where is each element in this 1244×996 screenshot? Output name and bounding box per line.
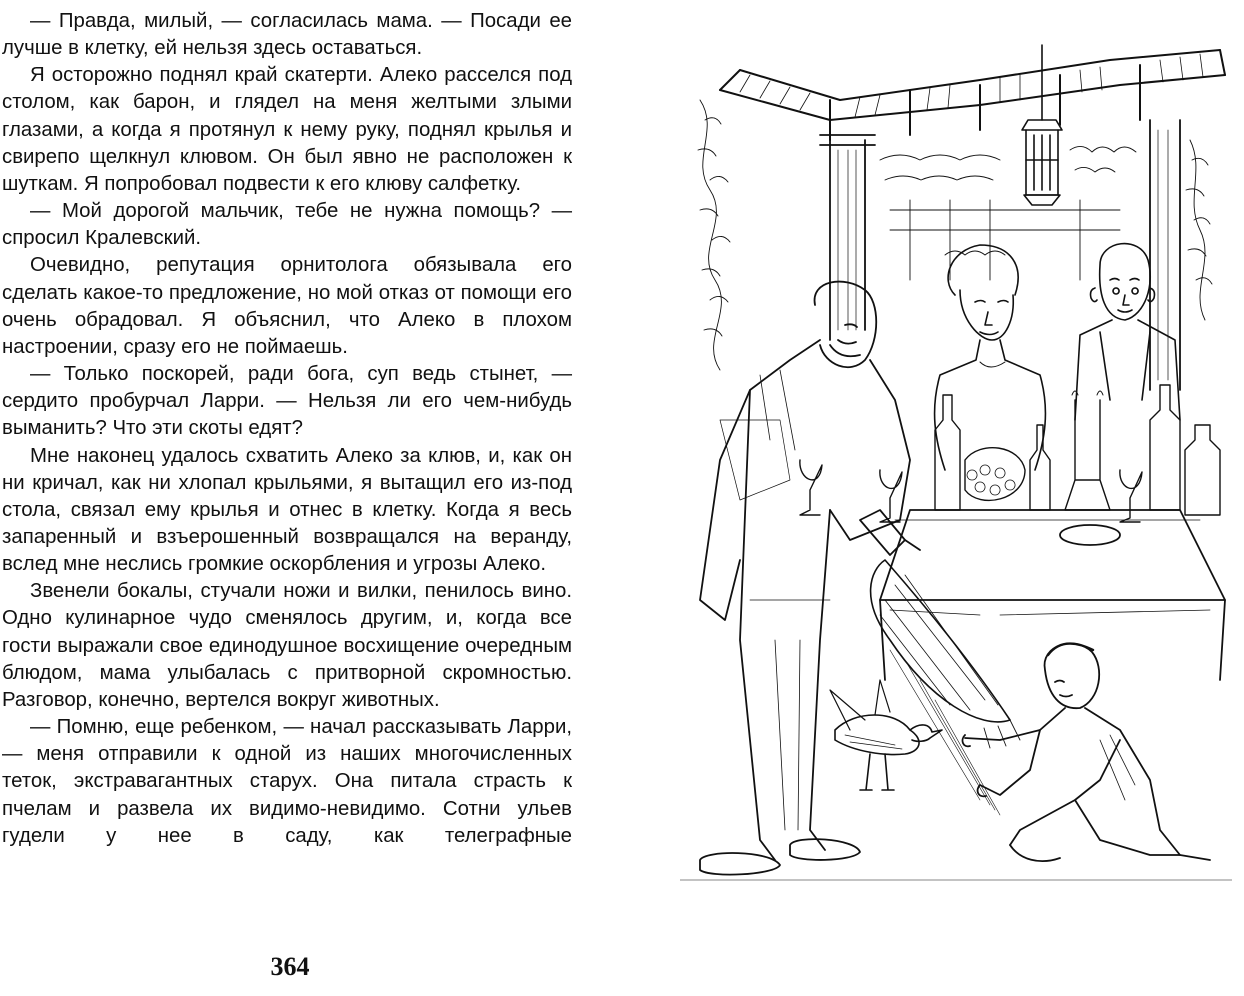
tablecloth (871, 560, 1020, 748)
floor-hatching (680, 650, 1232, 880)
paragraph-4: Очевидно, репутация орнитолога обязывала его сделать какое-то предложение, но мой отказ от помощи его очень обрадовал. Я объяснил, что Алеко в плохом настроении, сразу его не поймаешь. (2, 254, 572, 358)
paragraph-2: Я осторожно поднял край скатерти. Алеко расселся под столом, как барон, и глядел на меня желтыми злыми глазами, а когда я протянул к нему руку, поднял крылья и свирепо щелкнул клювом. Он был явно не расположен к шуткам. Я попробовал подвести к его клюву салфетку. (2, 64, 572, 195)
paragraph-3: — Мой дорогой мальчик, тебе не нужна помощь? — спросил Кралевский. (2, 200, 572, 250)
paragraph-8: — Помню, еще ребенком, — начал рассказывать Ларри, — меня отправили к одной из наших многочисленных теток, экстравагантных старух. Она питала страсть к пчелам и развела их видимо-невидимо. Сотни ульев гудели у нее в саду, как телеграфные (2, 716, 572, 847)
tableware (800, 385, 1220, 522)
paragraph-1: — Правда, милый, — согласилась мама. — Посади ее лучше в клетку, ей нельзя здесь оставаться. (2, 10, 572, 60)
old-man-figure (1075, 244, 1180, 420)
paragraph-7: Звенели бокалы, стучали ножи и вилки, пенилось вино. Одно кулинарное чудо сменялось другим, и, когда все гости выражали свое единодушное восхищение очередным блюдом, мама улыбалась с притворной скромностью. Разговор, конечно, вертелся вокруг животных. (2, 580, 572, 711)
foliage (698, 100, 1212, 370)
text-column (2, 8, 572, 850)
columns (820, 120, 1180, 390)
paragraph-5: — Только поскорей, ради бога, суп ведь стынет, — сердито пробурчал Ларри. — Нельзя ли его чем-нибудь выманить? Что эти скоты едят? (2, 363, 572, 440)
paragraph-6: Мне наконец удалось схватить Алеко за клюв, и, как он ни кричал, как ни хлопал крыльями, я вытащил его из-под стола, связал ему крылья и отнес в клетку. Когда я весь запаренный и взъерошенный возвращался на веранду, вслед мне неслись громкие оскорбления и угрозы Алеко. (2, 444, 572, 576)
seagull (830, 680, 942, 790)
roof-hatching (740, 54, 1203, 117)
dinner-illustration (680, 40, 1232, 902)
kneeling-boy (963, 644, 1210, 862)
page-number: 364 (270, 952, 310, 981)
table (880, 510, 1225, 680)
